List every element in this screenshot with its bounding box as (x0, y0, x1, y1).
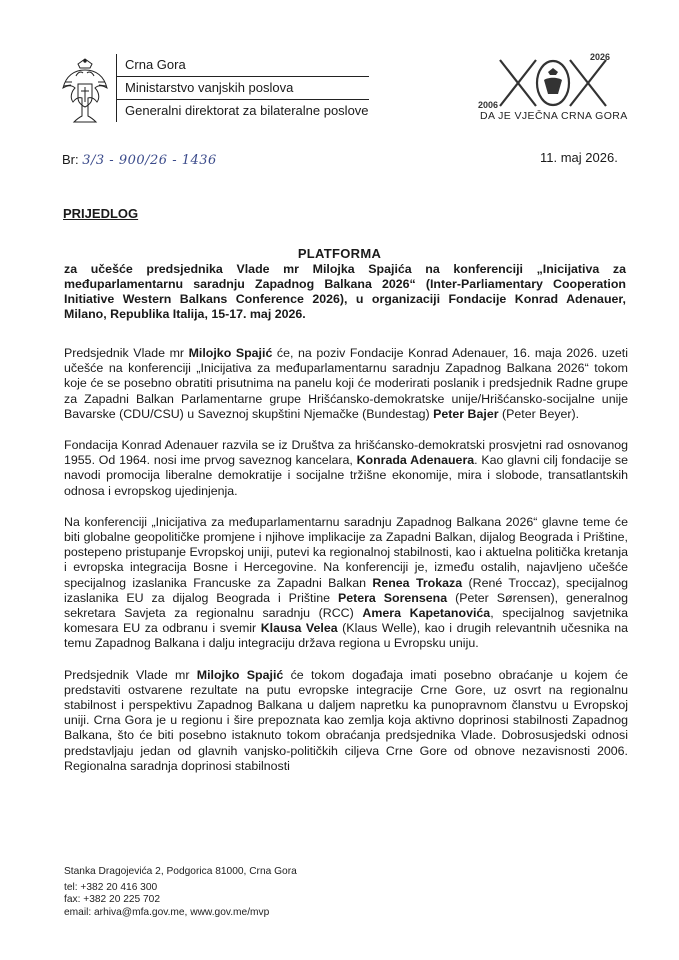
text-run: , specijalnog savjetnika komesara EU za odbranu i svemir (64, 606, 629, 636)
document-subtitle: za učešće predsjednika Vlade mr Milojka Spajića na konferenciji „Inicijativa za međuparlamentarnu saradnju Zapadnog Balkana 2026“ (Inter-Parliamentary Cooperation Initiative Western Balkans Conference 2026), u organizaciji Fondacije Konrad Adenauer, Milano, Republika Italija, 15-17. maj 2026. (64, 262, 626, 321)
document-date: 11. maj 2026. (540, 150, 618, 165)
text-run: (Peter Sørensen), generalnog sekretara Savjeta za regionalnu saradnju (RCC) (64, 590, 628, 621)
text-run: (René Troccaz), specijalnog izaslanika EU za dijalog Beograda i Prištine (64, 575, 628, 605)
footer-tel: tel: +382 20 416 300 (64, 881, 158, 893)
bold-name: Amera Kapetanovića (362, 606, 491, 621)
bold-name: Peter Bajer (433, 406, 499, 421)
footer-fax: fax: +382 20 225 702 (64, 894, 161, 905)
text-run: će tokom događaja imati posebno obraćanje u kojem će predstaviti ostvarene rezultate na putu evropske integracije Crne Gore, uz osvrt na regionalnu stabilnost i perspektivu Zapadnog Balkana u daljem napretku ka punopravnom članstvu u Evropskoj uniji. Crna Gora je u regionu i šire prepoznata kao zemlja koja aktivno doprinosi stabilnosti Zapadnog Balkana, što će biti posebno istaknuto tokom obraćanja predsjednika Vlade. Dobrosusjedski odnosi predstavljaju jedan od glavnih vanjsko-političkih ciljeva Crne Gore od obnove nezavisnosti 2006. Regionalna saradnja doprinosi stabilnosti (64, 667, 628, 773)
text-run: (Peter Beyer). (498, 406, 580, 421)
document-type: PRIJEDLOG (63, 206, 139, 221)
document-title: PLATFORMA (297, 246, 382, 261)
text-run: Predsjednik Vlade mr (64, 346, 189, 360)
ministry-name: Ministarstvo vanjskih poslova (117, 76, 369, 99)
footer-contact (64, 866, 297, 919)
footer-address: Stanka Dragojevića 2, Podgorica 81000, Crna Gora (64, 866, 297, 877)
bold-name: Klausa Velea (260, 621, 338, 636)
document-body (64, 346, 628, 790)
reference-number (62, 152, 217, 168)
reference-handwritten: 3/3 - 900/26 - 1436 (82, 153, 217, 168)
directorate-name: Generalni direktorat za bilateralne poslove (117, 99, 369, 122)
text-run: Na konferenciji „Inicijativa za međuparlamentarnu saradnju Zapadnog Balkana 2026“ glavne teme će biti globalne geopolitičke promjene i njihove implikacije za Zapadni Balkan, dijalog Beograda i Prištine, postepeno pristupanje Evropskoj uniji, putevi ka regionalnoj stabilnosti, kao i aktuelna politička kretanja i evropska integracija Bosne i Hercegovine. Na konferenciji je, između ostalih, najavljeno učešće specijalnog izaslanika Francuske za Zapadni Balkan (64, 514, 628, 590)
paragraph (64, 438, 628, 499)
paragraph (64, 346, 628, 422)
text-run: (Klaus Welle), kao i drugih relevantnih učesnika na temu Zapadnog Balkana i dalju integraciju država regiona u Evropsku uniju. (64, 621, 628, 651)
footer-email: email: arhiva@mfa.gov.me, www.gov.me/mvp (64, 906, 270, 918)
bold-name: Konrada Adenauera (356, 453, 475, 468)
jubilee-year-right: 2026 (590, 52, 611, 62)
jubilee-year-left: 2006 (478, 100, 499, 110)
ministry-block (116, 54, 369, 122)
jubilee-motto: DA JE VJEČNA CRNA GORA (480, 110, 628, 122)
paragraph (64, 668, 628, 774)
paragraph (64, 515, 628, 652)
bold-name: Milojko Spajić (196, 667, 284, 682)
bold-name: Petera Sorensena (337, 590, 448, 605)
bold-name: Milojko Spajić (188, 346, 273, 360)
country-name: Crna Gora (125, 57, 186, 72)
text-run: . Kao glavni cilj fondacije se navodi promocija liberalne demokratije i socijalne tržišne ekonomije, mira i slobode, transatlantskih odnosa i evropskog ujedinjenja. (64, 453, 628, 498)
reference-label: Br: (62, 152, 79, 167)
coat-of-arms-icon (60, 58, 110, 124)
text-run: Predsjednik Vlade mr (64, 667, 197, 682)
text-run: će, na poziv Fondacije Konrad Adenauer, 16. maja 2026. uzeti učešće na konferenciji „Inicijativa za međuparlamentarnu saradnju Zapadnog Balkana 2026“ tokom koje će se posebno obratiti prisutnima na panelu koji će moderirati poslanik i predsjednik Radne grupe za Zapadni Balkan Parlamentarne grupe Hrišćansko-demokratske unije/Hrišćansko-socijalne unije Bavarske (CDU/CSU) u Saveznoj skupštini Njemačke (Bundestag) (64, 346, 628, 421)
text-run: Fondacija Konrad Adenauer razvila se iz Društva za hrišćansko-demokratski prosvjetni rad osnovanog 1955. Od 1964. nosi ime prvog saveznog kancelara, (64, 438, 628, 468)
bold-name: Renea Trokaza (372, 575, 463, 590)
